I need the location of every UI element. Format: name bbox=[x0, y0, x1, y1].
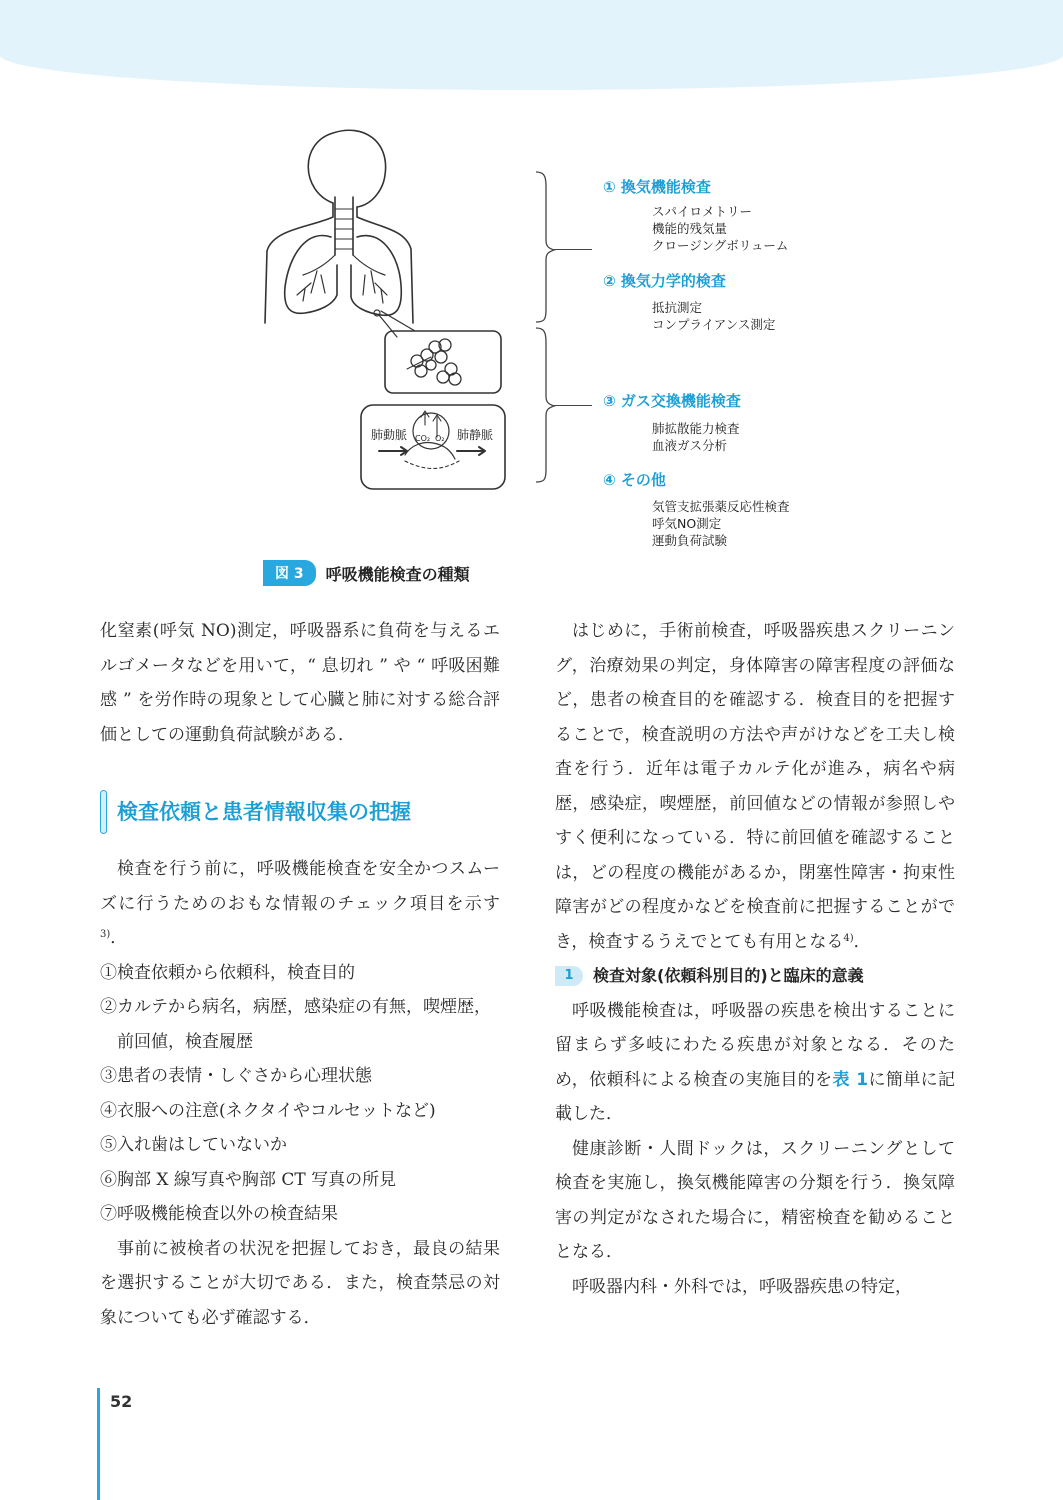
screening-paragraph: 健康診断・人間ドックは，スクリーニングとして検査を実施し，換気機能障害の分類を行う．換気障害の判定がなされた場合に，精密検査を勧めることとなる． bbox=[555, 1138, 955, 1262]
figure-category-4: ④ その他 bbox=[603, 471, 666, 489]
figure-category-1: ① 換気機能検査 bbox=[603, 178, 711, 196]
page-number-bar bbox=[97, 1388, 100, 1500]
trachea bbox=[335, 197, 353, 255]
figure-category-2: ② 換気力学的検査 bbox=[603, 272, 726, 290]
top-decorative-band bbox=[0, 0, 1063, 90]
left-lung bbox=[285, 236, 337, 314]
figure-category-3: ③ ガス交換機能検査 bbox=[603, 392, 741, 410]
table-1-link[interactable]: 表 1 bbox=[832, 1069, 869, 1090]
checklist-item: ⑥胸部 X 線写真や胸部 CT 写真の所見 bbox=[100, 1169, 397, 1190]
intro-paragraph: 化窒素(呼気 NO)測定，呼吸器系に負荷を与えるエルゴメータなどを用いて，“ 息切れ ” や “ 呼吸困難感 ” を労作時の現象として心臓と肺に対する総合評価としての運動負荷試験がある． bbox=[100, 621, 500, 745]
checklist-intro bbox=[100, 852, 500, 956]
figure-category-2-items bbox=[652, 299, 775, 333]
checklist-item: ⑦呼吸機能検査以外の検査結果 bbox=[100, 1204, 338, 1224]
target-paragraph bbox=[555, 994, 955, 1132]
right-lung bbox=[351, 236, 401, 316]
target-text-a: 呼吸機能検査は，呼吸器の疾患を検出することに留まらず多岐にわたる疾患が対象となる．そのため，依頼科による検査の実施目的を bbox=[555, 1000, 955, 1090]
head-outline bbox=[308, 130, 385, 207]
pulmonary-artery-label: 肺動脈 bbox=[371, 428, 408, 442]
figure-category-3-items bbox=[652, 420, 740, 454]
figure-item: コンプライアンス測定 bbox=[652, 317, 776, 332]
brace-leader-2 bbox=[554, 405, 592, 406]
subsection-title: 検査対象(依頼科別目的)と臨床的意義 bbox=[593, 966, 864, 985]
right-column bbox=[555, 614, 955, 1304]
purpose-end: ． bbox=[853, 931, 871, 952]
gas-exchange-box bbox=[361, 405, 505, 489]
figure-category-1-items bbox=[652, 203, 788, 254]
figure-item: スパイロメトリー bbox=[652, 204, 753, 219]
section-heading-bar bbox=[100, 790, 107, 834]
figure-item: 運動負荷試験 bbox=[652, 533, 728, 548]
co2-label: CO₂ bbox=[415, 434, 431, 443]
figure-item: 血液ガス分析 bbox=[652, 438, 728, 453]
figure-title: 呼吸機能検査の種類 bbox=[325, 564, 470, 584]
pulmonary-vein-label: 肺静脈 bbox=[457, 428, 494, 442]
figure-category-4-items bbox=[652, 498, 790, 549]
checklist-item: ⑤入れ歯はしていないか bbox=[100, 1135, 287, 1155]
checklist-intro-text: 検査を行う前に，呼吸機能検査を安全かつスムーズに行うためのおもな情報のチェック項目を示す bbox=[100, 859, 500, 914]
figure-item: 抵抗測定 bbox=[652, 300, 703, 315]
body-outline bbox=[265, 203, 333, 323]
checklist-item: ①検査依頼から依頼科，検査目的 bbox=[100, 962, 355, 983]
reference-4: 4) bbox=[843, 932, 854, 944]
respiratory-illustration bbox=[255, 125, 555, 495]
brace-leader-1 bbox=[554, 249, 592, 250]
reference-3: 3) bbox=[100, 929, 111, 940]
checklist-item: ④衣服への注意(ネクタイやコルセットなど) bbox=[100, 1100, 436, 1121]
figure-item: 機能的残気量 bbox=[652, 221, 728, 236]
checklist-item: ③患者の表情・しぐさから心理状態 bbox=[100, 1066, 372, 1086]
subsection-number: 1 bbox=[555, 966, 583, 986]
checklist-item: ②カルテから病名，病歴，感染症の有無，喫煙歴，前回値，検査履歴 bbox=[100, 997, 491, 1052]
figure-caption bbox=[263, 560, 470, 586]
figure-item: 呼気NO測定 bbox=[652, 516, 722, 531]
left-column bbox=[100, 614, 500, 1335]
figure-item: クロージングボリューム bbox=[652, 238, 789, 253]
section-title: 検査依頼と患者情報収集の把握 bbox=[117, 799, 411, 824]
target-text-b: に簡単に記載した． bbox=[555, 1069, 956, 1124]
page-number: 52 bbox=[110, 1392, 133, 1411]
checklist-intro-end: ． bbox=[110, 928, 128, 948]
section-heading bbox=[100, 790, 500, 834]
figure-item: 気管支拡張薬反応性検査 bbox=[652, 499, 790, 514]
respiratory-dept-paragraph: 呼吸器内科・外科では，呼吸器疾患の特定， bbox=[572, 1276, 912, 1297]
o2-label: O₂ bbox=[435, 434, 445, 443]
subsection-heading bbox=[555, 959, 955, 994]
figure-braces bbox=[528, 170, 558, 490]
precheck-paragraph: 事前に被検者の状況を把握しておき，最良の結果を選択することが大切である．また，検査禁忌の対象についても必ず確認する． bbox=[100, 1238, 500, 1328]
figure-item: 肺拡散能力検査 bbox=[652, 421, 740, 436]
figure-label-badge: 図 3 bbox=[263, 560, 316, 586]
purpose-text: はじめに，手術前検査，呼吸器疾患スクリーニング，治療効果の判定，身体障害の障害程度の評価など，患者の検査目的を確認する．検査目的を把握することで，検査説明の方法や声がけなどを工夫し検査を行う．近年は電子カルテ化が進み，病名や病歴，感染症，喫煙歴，前回値などの情報が参照しやすく便利になっている．特に前回値を確認することは，どの程度の機能があるか，閉塞性障害・拘束性障害がどの程度かなどを検査前に把握することができ，検査するうえでとても有用となる bbox=[555, 621, 955, 952]
purpose-paragraph bbox=[555, 614, 955, 959]
